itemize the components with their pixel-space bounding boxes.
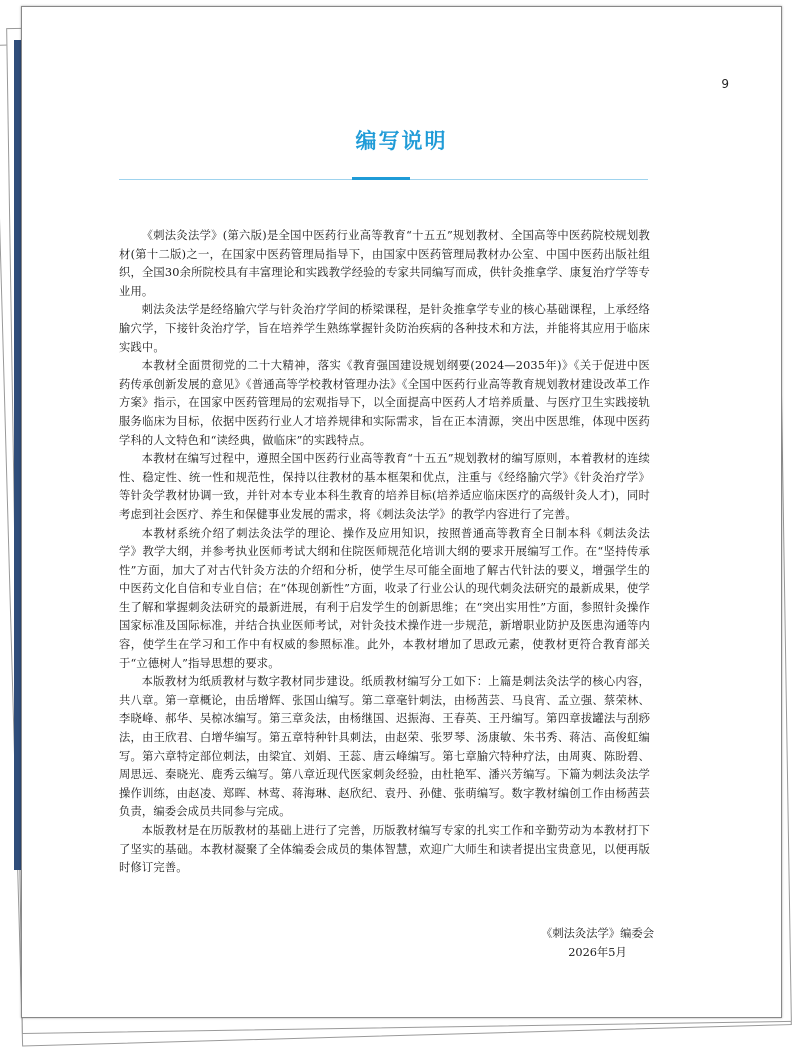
paragraph: 本教材全面贯彻党的二十大精神，落实《教育强国建设规划纲要(2024—2035年)》《关于促进中医药传承创新发展的意见》《普通高等学校教材管理办法》《全国中医药行业高等教育规划教材建设改革工作方案》指示，在国家中医药管理局的宏观指导下，以全面提高中医药人才培养质量、与医疗卫生实践接轨服务临床为目标，依据中医药行业人才培养规律和实际需求，旨在正本清源，突出中医思维，体现中医药学科的人文特色和“读经典，做临床”的实践特点。 xyxy=(119,359,650,447)
paragraph: 本版教材为纸质教材与数字教材同步建设。纸质教材编写分工如下：上篇是刺法灸法学的核心内容，共八章。第一章概论，由岳增辉、张国山编写。第二章毫针刺法，由杨茜芸、马良宵、孟立强、蔡荣林、李晓峰、郝华、吴椋冰编写。第三章灸法，由杨继国、迟振海、王春英、王丹编写。第四章拔罐法与刮痧法，由王欣君、白增华编写。第五章特种针具刺法，由赵荣、张罗琴、汤康敏、朱书秀、蒋洁、高俊虹编写。第六章特定部位刺法，由梁宜、刘娟、王蕊、唐云峰编写。第七章腧穴特种疗法，由周爽、陈盼碧、周思远、秦晓光、鹿秀云编写。第八章近现代医家刺灸经验，由杜艳军、潘兴芳编写。下篇为刺法灸法学操作训练，由赵凌、郑晖、林莺、蒋海琳、赵欣纪、袁丹、孙健、张萌编写。数字教材编创工作由杨茜芸负责，编委会成员共同参与完成。 xyxy=(119,675,650,819)
signature-block xyxy=(541,924,654,962)
page-title: 编写说明 xyxy=(355,129,448,153)
document-page xyxy=(21,6,782,1018)
title-divider-accent xyxy=(352,177,410,180)
signature-date: 2026年5月 xyxy=(568,946,627,959)
page-number: 9 xyxy=(721,77,729,91)
paragraph: 《刺法灸法学》(第六版)是全国中医药行业高等教育“十五五”规划教材、全国高等中医药院校规划教材(第十二版)之一，在国家中医药管理局指导下，由国家中医药管理局教材办公室、中国中医药出版社组织，全国30余所院校具有丰富理论和实践教学经验的专家共同编写而成，供针灸推拿学、康复治疗学等专业用。 xyxy=(119,229,650,298)
body-text xyxy=(119,227,650,878)
paragraph: 本版教材是在历版教材的基础上进行了完善，历版教材编写专家的扎实工作和辛勤劳动为本教材打下了坚实的基础。本教材凝聚了全体编委会成员的集体智慧，欢迎广大师生和读者提出宝贵意见，以便再版时修订完善。 xyxy=(119,824,650,875)
signature-org: 《刺法灸法学》编委会 xyxy=(541,927,654,940)
paragraph: 本教材系统介绍了刺法灸法学的理论、操作及应用知识，按照普通高等教育全日制本科《刺法灸法学》教学大纲，并参考执业医师考试大纲和住院医师规范化培训大纲的要求开展编写工作。在“坚持传承性”方面，加大了对古代针灸方法的介绍和分析，使学生尽可能全面地了解古代针法的要义，增强学生的中医药文化自信和专业自信；在“体现创新性”方面，收录了行业公认的现代刺灸法研究的最新成果，使学生了解和掌握刺灸法研究的最新进展，有利于启发学生的创新思维；在“突出实用性”方面，参照针灸操作国家标准及国际标准，并结合执业医师考试，对针灸技术操作进一步规范，新增职业防护及医患沟通等内容，使学生在学习和工作中有权威的参照标准。此外，本教材增加了思政元素，使教材更符合教育部关于“立德树人”指导思想的要求。 xyxy=(119,526,650,670)
paragraph: 本教材在编写过程中，遵照全国中医药行业高等教育“十五五”规划教材的编写原则，本着教材的连续性、稳定性、统一性和规范性，保持以往教材的基本框架和优点，注重与《经络腧穴学》《针灸治疗学》等针灸学教材协调一致，并针对本专业本科生教育的培养目标(培养适应临床医疗的高级针灸人才)，同时考虑到社会医疗、养生和保健事业发展的需求，将《刺法灸法学》的教学内容进行了完善。 xyxy=(119,452,650,521)
paragraph: 刺法灸法学是经络腧穴学与针灸治疗学间的桥梁课程，是针灸推拿学专业的核心基础课程，上承经络腧穴学，下接针灸治疗学，旨在培养学生熟练掌握针灸防治疾病的各种技术和方法，并能将其应用于临床实践中。 xyxy=(119,303,650,354)
